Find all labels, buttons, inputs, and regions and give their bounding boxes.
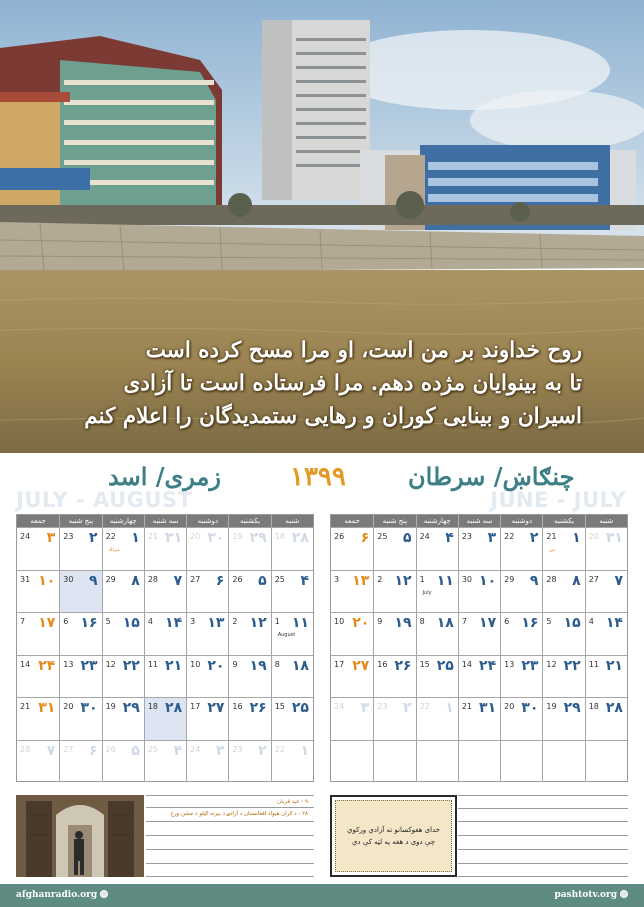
gregorian-date: 5 (546, 617, 552, 626)
solar-date: ۱ (131, 530, 140, 546)
calendar-day-cell (102, 570, 144, 613)
solar-date: ۳ (360, 700, 370, 716)
solar-date: ۳۰ (207, 530, 225, 546)
gregorian-date: 31 (20, 574, 31, 584)
weekday-label: دوشنبه (186, 515, 228, 527)
calendar-day-cell (17, 527, 59, 570)
gregorian-date: 18 (588, 702, 599, 711)
month-start-note: July (422, 589, 432, 596)
calendar-day-cell (585, 527, 627, 570)
calendar-day-cell (542, 612, 584, 655)
month-start-note: تیر (549, 547, 556, 553)
weekday-header (17, 515, 313, 527)
calendar-day-cell (144, 697, 186, 740)
calendar-day-cell (228, 655, 270, 698)
calendar-day-cell (331, 527, 373, 570)
solar-date: ۲۳ (521, 657, 539, 674)
calendar-day-cell (271, 655, 313, 698)
gregorian-date: 26 (334, 532, 345, 541)
gregorian-date: 17 (334, 659, 345, 669)
calendar-day-cell (373, 612, 415, 655)
calendar-day-cell (458, 570, 500, 613)
gregorian-date: 1 (419, 574, 425, 584)
gregorian-date: 13 (504, 659, 515, 669)
gregorian-date: 10 (334, 617, 345, 626)
solar-date: ۳۱ (165, 530, 183, 546)
solar-date: ۲۷ (207, 700, 225, 716)
solar-date: ۳۱ (605, 530, 623, 546)
solar-date: ۱۸ (436, 615, 454, 631)
solar-date: ۲ (89, 530, 98, 546)
gregorian-date: 24 (419, 532, 430, 541)
gregorian-date: 20 (588, 532, 599, 541)
calendar-day-cell (186, 527, 228, 570)
gregorian-date: 15 (419, 659, 430, 669)
calendar-day-cell (186, 570, 228, 613)
calendar-day-cell (102, 697, 144, 740)
weekday-label: یکشنبه (228, 515, 270, 527)
calendar-day-cell (373, 570, 415, 613)
solar-date: ۱۶ (521, 615, 539, 631)
gregorian-date: 22 (504, 532, 515, 541)
calendar-day-cell (373, 655, 415, 698)
calendar-day-cell (102, 612, 144, 655)
calendar-day-cell (416, 655, 458, 698)
year-title: ۱۳۹۹ (290, 462, 346, 492)
solar-date: ۶ (360, 530, 370, 546)
solar-date: ۲ (403, 700, 412, 716)
solar-date: ۱۶ (80, 615, 98, 631)
solar-date: ۸ (572, 572, 581, 589)
gregorian-date: 11 (147, 659, 159, 669)
gregorian-date: 15 (274, 702, 285, 711)
right-month-gregorian-title: JUNE - JULY (490, 488, 626, 512)
proverb-line: چې دوی د هغه په لټه کې دي (351, 838, 436, 846)
weekday-label: سه شنبه (144, 515, 186, 527)
weekday-label: دوشنبه (500, 515, 542, 527)
gregorian-date: 21 (20, 702, 31, 711)
solar-date: ۱۸ (291, 657, 309, 674)
gregorian-date: 16 (377, 659, 388, 669)
gregorian-date: 2 (377, 574, 383, 584)
gregorian-date: 30 (63, 574, 74, 584)
solar-date: ۱۵ (563, 615, 581, 631)
gregorian-date: 14 (461, 659, 473, 669)
calendar-day-cell (59, 740, 101, 783)
solar-date: ۲ (258, 742, 267, 759)
calendar-day-cell (500, 527, 542, 570)
gregorian-date: 29 (504, 574, 515, 584)
gregorian-date: 16 (232, 702, 243, 711)
solar-date: ۲۸ (291, 530, 309, 546)
gregorian-date: 4 (588, 617, 594, 626)
weekday-label: پنج شنبه (373, 515, 415, 527)
calendar-day-cell (331, 740, 373, 783)
calendar-day-cell (144, 527, 186, 570)
gregorian-date: 13 (63, 659, 74, 669)
solar-date: ۲۹ (563, 700, 581, 716)
left-month-gregorian-title: JULY - AUGUST (16, 488, 193, 512)
calendar-day-cell (17, 612, 59, 655)
calendar-day-cell (416, 612, 458, 655)
solar-date: ۳۱ (38, 700, 56, 716)
gregorian-date: 19 (105, 702, 116, 711)
solar-date: ۲ (529, 530, 539, 546)
gregorian-date: 20 (63, 702, 74, 711)
gregorian-date: 28 (20, 744, 31, 754)
gregorian-date: 22 (105, 532, 116, 541)
gregorian-date: 26 (105, 744, 116, 754)
gregorian-date: 12 (105, 659, 116, 669)
calendar-day-cell (59, 570, 101, 613)
solar-date: ۳ (46, 530, 56, 546)
calendar-day-cell (59, 655, 101, 698)
solar-date: ۴ (445, 530, 454, 546)
calendar-day-cell (17, 570, 59, 613)
calendar-day-cell (144, 740, 186, 783)
solar-date: ۲۱ (605, 657, 623, 674)
gregorian-date: 24 (20, 532, 31, 541)
gregorian-date: 22 (419, 702, 430, 711)
calendar-day-cell (542, 570, 584, 613)
solar-date: ۶ (89, 742, 98, 759)
calendar-day-cell (585, 697, 627, 740)
weekday-label: سه شنبه (458, 515, 500, 527)
calendar-day-cell (102, 740, 144, 783)
gregorian-date: 21 (546, 532, 557, 541)
calendar-day-cell (59, 612, 101, 655)
solar-date: ۲۴ (38, 657, 56, 674)
gregorian-date: 10 (190, 659, 201, 669)
gregorian-date: 7 (461, 617, 467, 626)
solar-date: ۱۹ (249, 657, 267, 674)
solar-date: ۲۵ (436, 657, 454, 674)
calendar-day-cell (228, 570, 270, 613)
solar-date: ۹ (89, 572, 98, 589)
calendar-day-cell (500, 612, 542, 655)
calendar-day-cell (500, 570, 542, 613)
calendar-day-cell (144, 655, 186, 698)
solar-date: ۵ (131, 742, 140, 759)
solar-date: ۱۲ (249, 615, 267, 631)
solar-date: ۳ (487, 530, 497, 546)
notes-lines (458, 795, 628, 877)
calendar-day-cell (416, 740, 458, 783)
calendar-left (16, 514, 314, 782)
calendar-day-cell (542, 527, 584, 570)
calendar-grid (331, 527, 627, 782)
calendar-day-cell (500, 697, 542, 740)
solar-date: ۱۳ (352, 572, 370, 589)
weekday-label: شنبه (585, 515, 627, 527)
calendar-day-cell (228, 527, 270, 570)
calendar-day-cell (585, 612, 627, 655)
solar-date: ۱۰ (479, 572, 497, 589)
solar-date: ۱۴ (605, 615, 623, 631)
calendar-day-cell (228, 740, 270, 783)
gregorian-date: 27 (190, 574, 201, 584)
solar-date: ۷ (173, 572, 183, 589)
gregorian-date: 11 (588, 659, 599, 669)
gregorian-date: 14 (20, 659, 31, 669)
calendar-day-cell (186, 655, 228, 698)
site-name: afghanradio.org (16, 890, 98, 900)
solar-date: ۷ (46, 742, 56, 759)
solar-date: ۱۲ (394, 572, 412, 589)
calendar-day-cell (271, 570, 313, 613)
solar-date: ۹ (529, 572, 539, 589)
solar-date: ۱۰ (38, 572, 56, 589)
solar-date: ۱ (572, 530, 581, 546)
calendar-day-cell (542, 655, 584, 698)
weekday-label: چهارشنبه (102, 515, 144, 527)
solar-date: ۱۷ (38, 615, 56, 631)
solar-date: ۱۵ (122, 615, 140, 631)
solar-date: ۲۷ (352, 657, 370, 674)
gregorian-date: 19 (546, 702, 557, 711)
calendar-day-cell (186, 612, 228, 655)
solar-date: ۲۲ (563, 657, 581, 674)
calendar-grid (17, 527, 313, 782)
calendar-day-cell (331, 697, 373, 740)
gregorian-date: 17 (190, 702, 201, 711)
calendar-day-cell (144, 570, 186, 613)
solar-date: ۵ (403, 530, 412, 546)
solar-date: ۲۸ (165, 700, 183, 716)
solar-date: ۲۹ (249, 530, 267, 546)
solar-date: ۱ (300, 742, 309, 759)
calendar-day-cell (416, 570, 458, 613)
weekday-label: چهارشنبه (416, 515, 458, 527)
gregorian-date: 25 (147, 744, 159, 754)
solar-date: ۳۱ (479, 700, 497, 716)
gregorian-date: 24 (190, 744, 201, 754)
right-month-title: چنګاښ/ سرطان (408, 462, 575, 491)
calendar-day-cell (271, 697, 313, 740)
solar-date: ۲۳ (80, 657, 98, 674)
calendar-day-cell (271, 527, 313, 570)
calendar-day-cell (186, 740, 228, 783)
gregorian-date: 20 (190, 532, 201, 541)
gregorian-date: 23 (461, 532, 473, 541)
solar-date: ۱۳ (207, 615, 225, 631)
gregorian-date: 21 (461, 702, 473, 711)
solar-date: ۳ (215, 742, 225, 759)
left-month-title: زمری/ اسد (108, 462, 221, 491)
gregorian-date: 26 (232, 574, 243, 584)
gregorian-date: 27 (588, 574, 599, 584)
gregorian-date: 8 (274, 659, 280, 669)
site-name: pashtotv.org (554, 890, 617, 900)
calendar-day-cell (144, 612, 186, 655)
calendar-day-cell (59, 697, 101, 740)
solar-date: ۱۴ (165, 615, 183, 631)
calendar-day-cell (458, 740, 500, 783)
solar-date: ۸ (131, 572, 140, 589)
calendar-day-cell (331, 612, 373, 655)
gregorian-date: 24 (334, 702, 345, 711)
calendar-day-cell (500, 655, 542, 698)
verse-line: تا به بینوایان مژده دهم. مرا فرستاده است تا آزادی (123, 371, 582, 396)
calendar-day-cell (458, 655, 500, 698)
gregorian-date: 23 (377, 702, 388, 711)
gregorian-date: 6 (63, 617, 69, 626)
calendar-day-cell (458, 612, 500, 655)
calendar-day-cell (17, 697, 59, 740)
verse-line: اسیران و بینایی کوران و رهایی ستمدیدگان را اعلام کنم (84, 404, 582, 429)
calendar-right (330, 514, 628, 782)
weekday-label: پنج شنبه (59, 515, 101, 527)
holiday-line: ۹ - عید قربان (277, 799, 308, 805)
calendar-day-cell (17, 655, 59, 698)
globe-icon (620, 890, 628, 898)
calendar-day-cell (585, 570, 627, 613)
gregorian-date: 22 (274, 744, 285, 754)
solar-date: ۵ (258, 572, 267, 589)
calendar-day-cell (102, 655, 144, 698)
solar-date: ۲۰ (352, 615, 370, 631)
calendar-day-cell (373, 740, 415, 783)
footer-site-left[interactable] (16, 890, 108, 900)
month-start-note: مرداد (108, 547, 120, 553)
gregorian-date: 8 (419, 617, 425, 626)
calendar-day-cell (542, 697, 584, 740)
gregorian-date: 4 (147, 617, 153, 626)
gregorian-date: 23 (63, 532, 74, 541)
gregorian-date: 25 (377, 532, 388, 541)
solar-date: ۲۶ (394, 657, 412, 674)
proverb-box (330, 795, 457, 877)
solar-date: ۲۲ (122, 657, 140, 674)
gregorian-date: 25 (274, 574, 285, 584)
calendar-day-cell (500, 740, 542, 783)
calendar-day-cell (542, 740, 584, 783)
solar-date: ۴ (300, 572, 309, 589)
gregorian-date: 3 (190, 617, 196, 626)
gregorian-date: 3 (334, 574, 340, 584)
calendar-day-cell (373, 527, 415, 570)
gregorian-date: 29 (105, 574, 116, 584)
footer-bar (0, 884, 644, 907)
calendar-day-cell (102, 527, 144, 570)
solar-date: ۲۰ (207, 657, 225, 674)
calendar-day-cell (331, 655, 373, 698)
weekday-header (331, 515, 627, 527)
globe-icon (100, 890, 108, 898)
gregorian-date: 6 (504, 617, 510, 626)
gregorian-date: 1 (274, 617, 280, 626)
solar-date: ۱۹ (394, 615, 412, 631)
month-start-note: August (277, 632, 296, 638)
weekday-label: شنبه (271, 515, 313, 527)
gregorian-date: 9 (377, 617, 383, 626)
gregorian-date: 19 (232, 532, 243, 541)
gregorian-date: 9 (232, 659, 238, 669)
calendar-day-cell (59, 527, 101, 570)
calendar-day-cell (373, 697, 415, 740)
solar-date: ۳۰ (80, 700, 98, 716)
gregorian-date: 23 (232, 744, 243, 754)
calendar-day-cell (416, 527, 458, 570)
doorway-photo (16, 795, 144, 877)
solar-date: ۴ (173, 742, 183, 759)
gregorian-date: 27 (63, 744, 74, 754)
calendar-day-cell (458, 527, 500, 570)
calendar-day-cell (228, 612, 270, 655)
gregorian-date: 28 (147, 574, 159, 584)
proverb-line: خدای هغوکسانو ته آزادي ورکوي (346, 826, 441, 834)
calendar-day-cell (416, 697, 458, 740)
gregorian-date: 20 (504, 702, 515, 711)
gregorian-date: 5 (105, 617, 111, 626)
solar-date: ۱۷ (479, 615, 497, 631)
solar-date: ۲۹ (122, 700, 140, 716)
gregorian-date: 18 (147, 702, 159, 711)
solar-date: ۲۵ (291, 700, 309, 716)
calendar-day-cell (585, 740, 627, 783)
gregorian-date: 12 (546, 659, 557, 669)
weekday-label: جمعه (344, 517, 360, 525)
holiday-line: ۲۸ - د ګران هیواد افغانستان د آزادۍ د بیرته ګټلو د جشن ورځ (170, 811, 308, 817)
holiday-notes (146, 795, 314, 877)
gregorian-date: 28 (546, 574, 557, 584)
solar-date: ۶ (215, 572, 225, 589)
solar-date: ۳۰ (521, 700, 539, 716)
gregorian-date: 30 (461, 574, 473, 584)
calendar-day-cell (458, 697, 500, 740)
calendar-day-cell (17, 740, 59, 783)
gregorian-date: 21 (147, 532, 159, 541)
footer-site-right[interactable] (554, 890, 628, 900)
gregorian-date: 18 (274, 532, 285, 541)
solar-date: ۱۱ (291, 615, 309, 631)
calendar-day-cell (271, 740, 313, 783)
solar-date: ۱ (445, 700, 454, 716)
verse-text (20, 334, 582, 433)
verse-line: روح خداوند بر من است، او مرا مسح کرده است (145, 338, 582, 363)
solar-date: ۲۱ (165, 657, 183, 674)
calendar-day-cell (585, 655, 627, 698)
solar-date: ۱۱ (436, 572, 454, 589)
gregorian-date: 7 (20, 617, 26, 626)
calendar-day-cell (186, 697, 228, 740)
gregorian-date: 2 (232, 617, 238, 626)
solar-date: ۲۴ (479, 657, 497, 674)
solar-date: ۲۶ (249, 700, 267, 716)
solar-date: ۷ (614, 572, 623, 589)
calendar-day-cell (228, 697, 270, 740)
weekday-label: جمعه (30, 517, 46, 525)
solar-date: ۲۸ (605, 700, 623, 716)
calendar-day-cell (271, 612, 313, 655)
weekday-label: یکشنبه (542, 515, 584, 527)
calendar-day-cell (331, 570, 373, 613)
